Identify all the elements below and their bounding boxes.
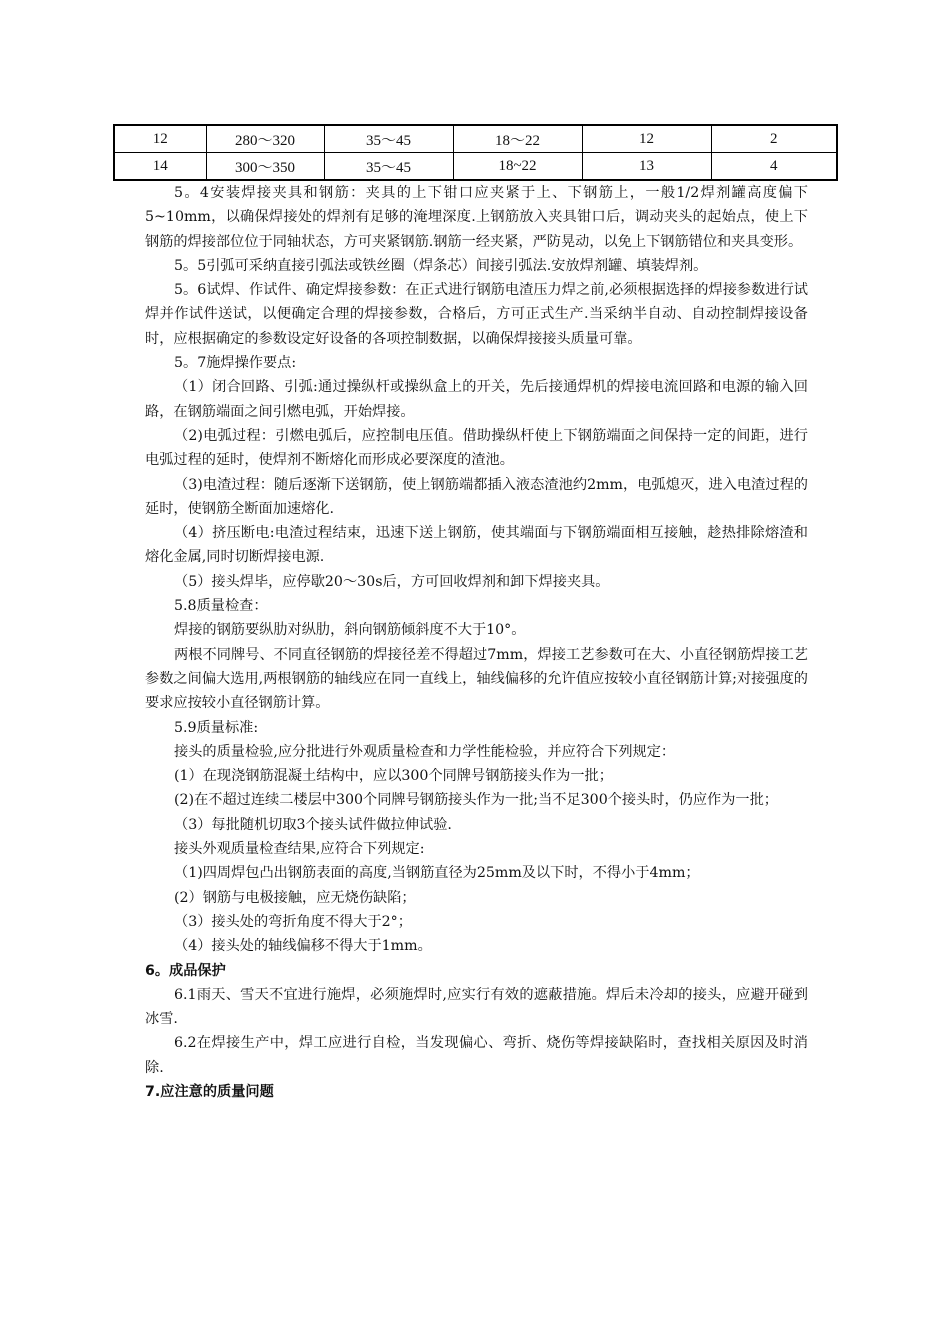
step-3: （3)电渣过程：随后逐渐下送钢筋，使上钢筋端都插入液态渣池约2mm，电弧熄灭，进入电渣过程的延时，使钢筋全断面加速熔化. <box>145 476 808 517</box>
table-cell: 4 <box>711 153 837 181</box>
table-cell: 12 <box>582 125 711 153</box>
section-heading-6: 6。成品保护 <box>145 962 226 979</box>
rule-r3: （3）接头处的弯折角度不得大于2°； <box>174 913 412 930</box>
table-cell: 13 <box>582 153 711 181</box>
step-2: （2)电弧过程：引燃电弧后，应控制电压值。借助操纵杆使上下钢筋端面之间保持一定的间距，进行电弧过程的延时，使焊剂不断熔化而形成必要深度的渣池。 <box>145 427 808 469</box>
paragraph-6-2: 6.2在焊接生产中，焊工应进行自检，当发现偏心、弯折、烧伤等焊接缺陷时，查找相关原因及时消除. <box>145 1035 808 1076</box>
step-1: （1）闭合回路、引弧:通过操纵杆或操纵盒上的开关，先后接通焊机的焊接电流回路和电源的输入回路，在钢筋端面之间引燃电弧，开始焊接。 <box>145 379 808 420</box>
paragraph-5-9a: 接头的质量检验,应分批进行外观质量检查和力学性能检验，并应符合下列规定： <box>174 743 676 760</box>
paragraph-6-1: 6.1雨天、雪天不宜进行施焊，必须施焊时,应实行有效的遮蔽措施。焊后未冷却的接头，应避开碰到冰雪. <box>145 986 808 1028</box>
rule-r2: (2）钢筋与电极接触，应无烧伤缺陷； <box>174 889 416 906</box>
table-row <box>114 125 837 153</box>
table-cell: 300～350 <box>206 153 324 181</box>
table-cell: 35～45 <box>324 153 453 181</box>
paragraph-5-5: 5。5引弧可采纳直接引弧法或铁丝圈（焊条芯）间接引弧法.安放焊剂罐、填装焊剂。 <box>174 257 708 274</box>
table-cell: 280～320 <box>206 125 324 153</box>
table-row <box>114 153 837 181</box>
table-cell: 14 <box>114 153 206 181</box>
rule-q2: (2)在不超过连续二楼层中300个同牌号钢筋接头作为一批;当不足300个接头时，仍应作为一批； <box>174 792 778 809</box>
paragraph-5-4: 5。4安装焊接夹具和钢筋：夹具的上下钳口应夹紧于上、下钢筋上，一般1/2焊剂罐高度偏下5~10mm，以确保焊接处的焊剂有足够的淹埋深度.上钢筋放入夹具钳口后，调动夹头的起始点，使上下钢筋的焊接部位位于同轴状态，方可夹紧钢筋.钢筋一经夹紧，严防晃动，以免上下钢筋错位和夹具变形。 <box>145 185 808 250</box>
paragraph-5-8b: 两根不同牌号、不同直径钢筋的焊接径差不得超过7mm，焊接工艺参数可在大、小直径钢筋焊接工艺参数之间偏大选用,两根钢筋的轴线应在同一直线上，轴线偏移的允许值应按较小直径钢筋计算;对接强度的要求应按较小直径钢筋计算。 <box>145 646 808 712</box>
rule-q3: （3）每批随机切取3个接头试件做拉伸试验. <box>174 816 452 833</box>
table-cell: 35～45 <box>324 125 453 153</box>
welding-parameter-table <box>113 124 838 181</box>
paragraph-5-7: 5。7施焊操作要点: <box>174 355 297 372</box>
step-4: （4）挤压断电:电渣过程结束，迅速下送上钢筋，使其端面与下钢筋端面相互接触，趁热排除熔渣和熔化金属,同时切断焊接电源. <box>145 525 808 566</box>
document-body <box>145 181 808 1104</box>
table-cell: 18~22 <box>453 153 582 181</box>
paragraph-5-9: 5.9质量标准: <box>174 719 259 736</box>
table-cell: 12 <box>114 125 206 153</box>
section-heading-7: 7.应注意的质量问题 <box>145 1083 274 1100</box>
rule-r1: （1)四周焊包凸出钢筋表面的高度,当钢筋直径为25mm及以下时，不得小于4mm； <box>174 865 700 882</box>
paragraph-5-8: 5.8质量检查： <box>174 598 268 615</box>
step-5: （5）接头焊毕，应停歇20～30s后，方可回收焊剂和卸下焊接夹具。 <box>174 573 610 590</box>
paragraph-5-6: 5。6试焊、作试件、确定焊接参数：在正式进行钢筋电渣压力焊之前,必须根据选择的焊接参数进行试焊并作试件送试，以便确定合理的焊接参数，合格后，方可正式生产.当采纳半自动、自动控制焊接设备时，应根据确定的参数设定好设备的各项控制数据，以确保焊接接头质量可靠。 <box>145 282 808 347</box>
rule-r4: （4）接头处的轴线偏移不得大于1mm。 <box>174 938 432 955</box>
paragraph-5-8a: 焊接的钢筋要纵肋对纵肋，斜向钢筋倾斜度不大于10°。 <box>174 622 526 639</box>
table-cell: 18～22 <box>453 125 582 153</box>
rule-q1: (1）在现浇钢筋混凝土结构中，应以300个同牌号钢筋接头作为一批； <box>174 768 613 785</box>
table-cell: 2 <box>711 125 837 153</box>
paragraph-5-9b: 接头外观质量检查结果,应符合下列规定: <box>174 841 425 858</box>
